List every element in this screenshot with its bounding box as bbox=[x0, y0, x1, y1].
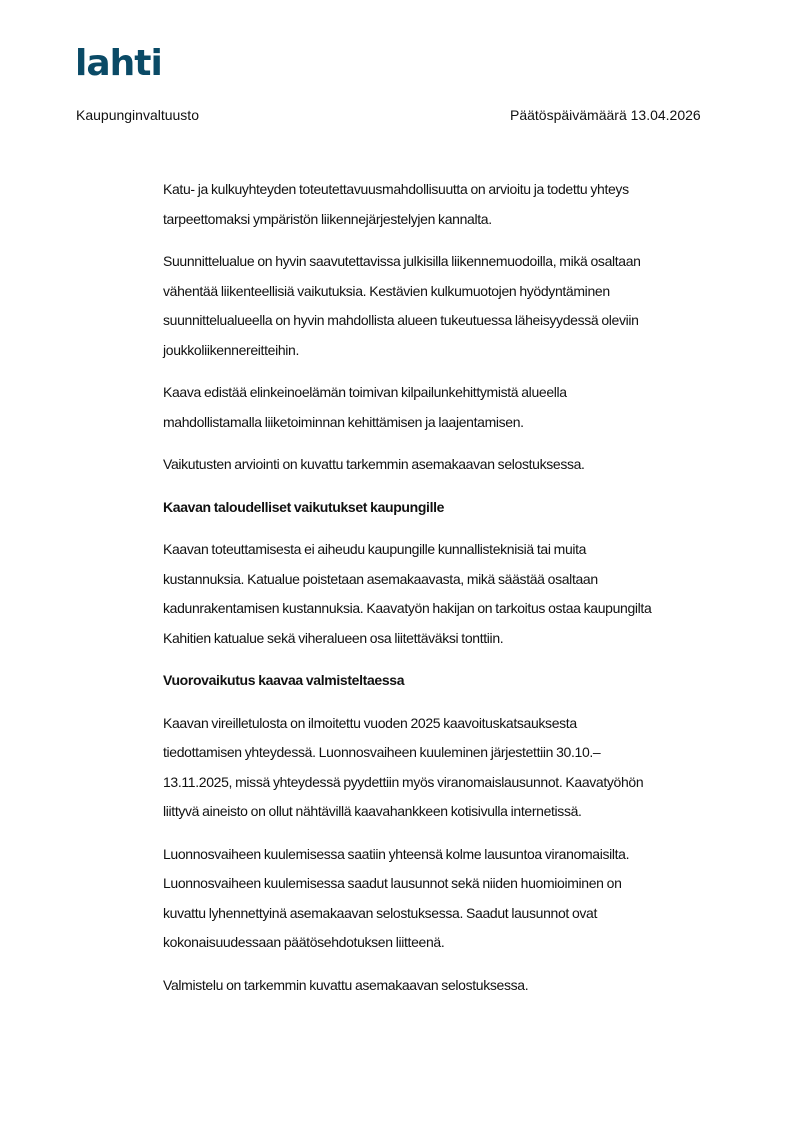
text-line: joukkoliikennereitteihin. bbox=[163, 341, 300, 358]
section-heading-interaction: Vuorovaikutus kaavaa valmisteltaessa bbox=[163, 672, 405, 688]
text-line: suunnittelualueella on hyvin mahdollista alueen tukeutuessa läheisyydessä oleviin bbox=[163, 312, 639, 328]
text-line: Katu- ja kulkuyhteyden toteutettavuusmahdollisuutta on arvioitu ja todettu yhteys bbox=[163, 181, 629, 197]
text-line: kadunrakentamisen kustannuksia. Kaavatyön hakijan on tarkoitus ostaa kaupungilta bbox=[163, 600, 652, 616]
paragraph-impact-assessment bbox=[163, 450, 728, 480]
text-line: Suunnittelualue on hyvin saavutettavissa julkisilla liikennemuodoilla, mikä osaltaan bbox=[163, 253, 641, 269]
text-line: kustannuksia. Katualue poistetaan asemakaavasta, mikä säästää osaltaan bbox=[163, 570, 598, 587]
organization-label: Kaupunginvaltuusto bbox=[76, 107, 199, 123]
paragraph-statements bbox=[163, 840, 728, 958]
text-line: Kaava edistää elinkeinoelämän toimivan kilpailunkehittymistä alueella bbox=[163, 384, 567, 400]
paragraph-costs bbox=[163, 535, 728, 653]
text-line: vähentää liikenteellisiä vaikutuksia. Kestävien kulkumuotojen hyödyntäminen bbox=[163, 282, 610, 299]
text-line: tiedottamisen yhteydessä. Luonnosvaiheen kuuleminen järjestettiin 30.10.– bbox=[163, 744, 601, 760]
text-line: Vaikutusten arviointi on kuvattu tarkemmin asemakaavan selostuksessa. bbox=[163, 456, 585, 472]
text-line: Kaavan toteuttamisesta ei aiheudu kaupungille kunnallisteknisiä tai muita bbox=[163, 541, 587, 557]
paragraph-street-connection bbox=[163, 175, 728, 234]
paragraph-initiation bbox=[163, 709, 728, 827]
text-line: Luonnosvaiheen kuulemisessa saadut lausunnot sekä niiden huomioiminen on bbox=[163, 875, 622, 891]
text-line: tarpeettomaksi ympäristön liikennejärjestelyjen kannalta. bbox=[163, 210, 492, 227]
paragraph-preparation bbox=[163, 971, 728, 1001]
document-body bbox=[163, 175, 728, 1013]
paragraph-accessibility bbox=[163, 247, 728, 365]
lahti-logo: lahti bbox=[75, 43, 162, 84]
decision-date: Päätöspäivämäärä 13.04.2026 bbox=[510, 107, 701, 123]
text-line: kuvattu lyhennettyinä asemakaavan selostuksessa. Saadut lausunnot ovat bbox=[163, 904, 598, 921]
text-line: Kahitien katualue sekä viheralueen osa liitettäväksi tonttiin. bbox=[163, 629, 504, 646]
text-line: Kaavan vireilletulosta on ilmoitettu vuoden 2025 kaavoituskatsauksesta bbox=[163, 714, 577, 731]
paragraph-business bbox=[163, 378, 728, 437]
text-line: kokonaisuudessaan päätösehdotuksen liitteenä. bbox=[163, 934, 445, 950]
text-line: Valmistelu on tarkemmin kuvattu asemakaavan selostuksessa. bbox=[163, 976, 529, 993]
text-line: liittyvä aineisto on ollut nähtävillä kaavahankkeen kotisivulla internetissä. bbox=[163, 803, 582, 819]
text-line: Luonnosvaiheen kuulemisessa saatiin yhteensä kolme lausuntoa viranomaisilta. bbox=[163, 845, 630, 862]
section-heading-economic-impacts: Kaavan taloudelliset vaikutukset kaupungille bbox=[163, 498, 445, 515]
text-line: 13.11.2025, missä yhteydessä pyydettiin myös viranomaislausunnot. Kaavatyöhön bbox=[163, 773, 644, 790]
text-line: mahdollistamalla liiketoiminnan kehittämisen ja laajentamisen. bbox=[163, 413, 524, 430]
